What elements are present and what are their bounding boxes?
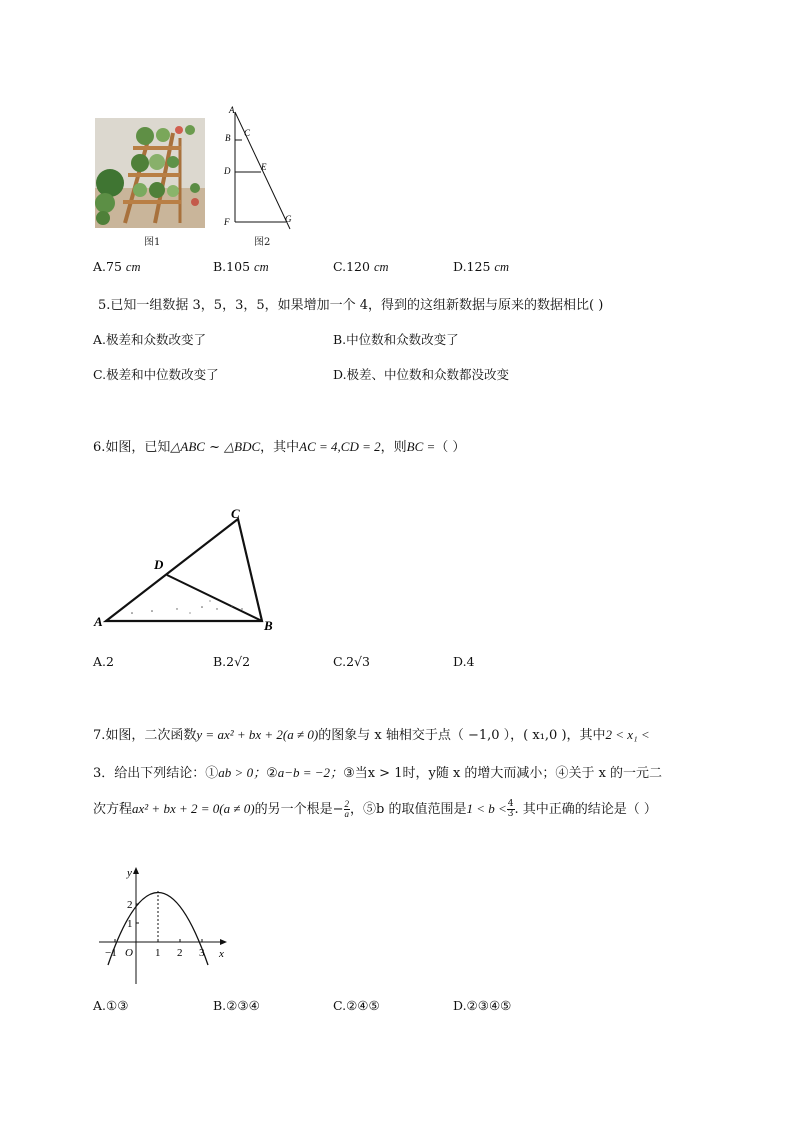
q5-option-a[interactable]: A.极差和众数改变了	[93, 332, 207, 347]
q6-option-d[interactable]: D.4	[453, 654, 475, 669]
q6-cond: AC = 4,CD = 2	[299, 439, 381, 454]
q7-option-a[interactable]: A.①③	[93, 998, 129, 1013]
q4-option-a[interactable]	[93, 259, 140, 275]
q4-option-c-text: C.120	[333, 259, 370, 274]
plant-shelf-photo	[95, 118, 205, 228]
q7-graph-xtick-m1: −1	[105, 947, 117, 959]
q6-sim: ~	[209, 440, 221, 455]
q7-line2-a: 3．给出下列结论：	[93, 766, 206, 781]
q6-option-b[interactable]: B.2√2	[213, 654, 251, 669]
q7-c1-mark: ①	[205, 766, 219, 781]
q7-c2-text: a−b = −2；	[277, 765, 344, 780]
q7-option-b[interactable]: B.②③④	[213, 998, 260, 1013]
fig2-label-a: A	[229, 105, 235, 115]
q7-parabola-graph	[96, 862, 236, 990]
q6-label-a: A	[94, 614, 103, 629]
q6-mid: ，其中	[260, 440, 300, 455]
q7-c2-mark: ②	[266, 766, 278, 781]
q7-line1	[93, 724, 650, 743]
q7-graph-ytick-2: 2	[127, 899, 133, 911]
q6-ask: BC =	[406, 439, 436, 454]
q7-c3-mark: ③	[343, 766, 355, 781]
q4-option-a-text: A.75	[93, 259, 122, 274]
fig2-label-e: E	[261, 162, 267, 172]
q4-option-b[interactable]	[213, 259, 269, 275]
q4-option-c[interactable]	[333, 259, 389, 275]
fig1-caption: 图1	[144, 237, 161, 248]
q6-label-d: D	[154, 557, 164, 572]
q7-option-d[interactable]: D.②③④⑤	[453, 998, 512, 1013]
q6-tri2: △BDC	[224, 439, 261, 454]
q7-eq: ax² + bx + 2 = 0(a ≠ 0)	[132, 801, 255, 816]
fig2-diagram	[215, 104, 305, 232]
fig2-label-b: B	[225, 133, 231, 143]
q7-c4-text: 关于 x 的一元二	[568, 766, 663, 781]
q7-graph-xtick-3: 3	[199, 947, 205, 959]
q7-range: 2 < x₁ <	[605, 727, 650, 742]
q6-paren: （ ）	[435, 440, 466, 455]
q5-option-b[interactable]: B.中位数和众数改变了	[333, 332, 459, 347]
q6-option-c[interactable]: C.2√3	[333, 654, 370, 669]
fig2-label-d: D	[224, 166, 231, 176]
q5-stem: 5.已知一组数据 3，5，3，5，如果增加一个 4，得到的这组新数据与原来的数据相比( )	[98, 298, 604, 313]
fig2-caption: 图2	[254, 237, 271, 248]
q7-graph-x-label: x	[219, 948, 224, 960]
q5-option-c[interactable]: C.极差和中位数改变了	[93, 367, 219, 382]
q6-prefix: 6.如图，已知	[93, 440, 171, 455]
plant-shelf-illustration	[95, 118, 205, 228]
q7-line1-a: 7.如图，二次函数	[93, 728, 197, 743]
q4-option-b-text: B.105	[213, 259, 251, 274]
q6-label-b: B	[264, 618, 273, 633]
q6-label-c: C	[231, 506, 240, 521]
q7-c5-text: b 的取值范围是	[376, 802, 467, 817]
q7-line3: 次方程ax² + bx + 2 = 0(a ≠ 0)的另一个根是− $\frac{2}{a}$ ，⑤b 的取值范围是1 < b < $\frac{4}{3}$ . 其中正确的结论是（ ）	[93, 799, 657, 819]
q7-c1-text: ab > 0；	[218, 765, 267, 780]
q7-func: y = ax² + bx + 2(a ≠ 0)	[196, 727, 319, 742]
q7-graph-origin: O	[125, 947, 133, 959]
q4-unit-d: cm	[494, 260, 509, 274]
q7-c5-mark: ⑤	[363, 802, 377, 817]
fig2-label-g: G	[285, 214, 292, 224]
q4-unit-c: cm	[373, 260, 389, 274]
q7-graph-xtick-1: 1	[155, 947, 161, 959]
q4-unit-b: cm	[254, 260, 269, 274]
q7-graph-y-label: y	[127, 867, 132, 879]
q6-option-a[interactable]: A.2	[93, 654, 114, 669]
fig2-label-c: C	[244, 128, 251, 138]
q7-option-c[interactable]: C.②④⑤	[333, 998, 380, 1013]
q6-stem	[93, 436, 465, 455]
q7-line3-c: . 其中正确的结论是（ ）	[514, 802, 657, 817]
q7-graph-xtick-2: 2	[177, 947, 183, 959]
q7-brange-fraction: $\frac{4}{3}$	[507, 799, 514, 819]
q6-triangle-figure	[92, 505, 292, 635]
q7-graph-ytick-1: 1	[127, 918, 133, 930]
q6-then: ，则	[380, 440, 407, 455]
q4-option-d-text: D.125	[453, 259, 491, 274]
q5-option-d[interactable]: D.极差、中位数和众数都没改变	[333, 367, 510, 382]
q7-line2	[93, 762, 662, 781]
q7-c4-mark: ④	[555, 766, 569, 781]
q7-line3-b: 的另一个根是	[254, 802, 333, 817]
fig2-label-f: F	[224, 217, 230, 227]
q7-line3-a: 次方程	[93, 802, 133, 817]
q7-brange: 1 < b <	[466, 801, 507, 816]
q4-unit-a: cm	[125, 260, 141, 274]
q6-tri1: △ABC	[170, 439, 205, 454]
q7-line1-b: 的图象与 x 轴相交于点（ −1,0 ），( x₁,0 )，其中	[318, 728, 606, 743]
q7-root-fraction: $\frac{2}{a}$	[344, 799, 349, 819]
q7-c3-text: 当x > 1时，y随 x 的增大而减小；	[354, 766, 556, 781]
q4-option-d[interactable]	[453, 259, 509, 275]
